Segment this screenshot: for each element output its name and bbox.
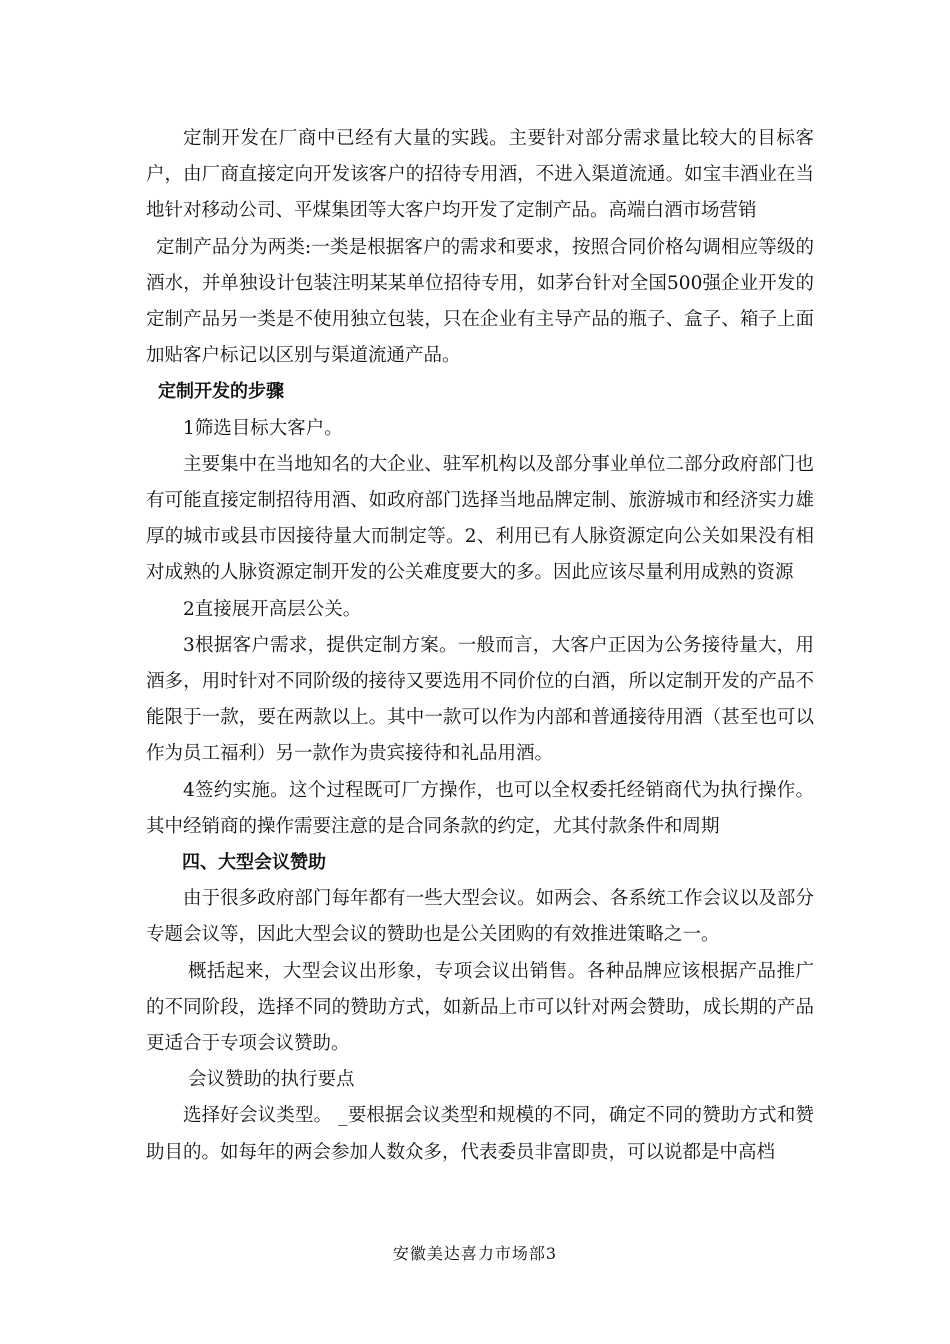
page-footer: 安徽美达喜力市场部3: [392, 1244, 558, 1263]
section-heading-conference-sponsorship: 四、大型会议赞助: [182, 852, 326, 874]
paragraph-step-2: 2直接展开高层公关。: [183, 598, 362, 620]
paragraph-conference-intro: 由于很多政府部门每年都有一些大型会议。如两会、各系统工作会议以及部分专题会议等，因此大型会议的赞助也是公关团购的有效推进策略之一。: [146, 888, 814, 946]
paragraph-choose-conference-type: 选择好会议类型。 _要根据会议类型和规模的不同，确定不同的赞助方式和赞助目的。如每年的两会参加人数众多，代表委员非富即贵，可以说都是中高档: [146, 1105, 814, 1163]
paragraph-conference-summary: 概括起来，大型会议出形象，专项会议出销售。各种品牌应该根据产品推广的不同阶段，选择不同的赞助方式，如新品上市可以针对两会赞助，成长期的产品更适合于专项会议赞助。: [146, 960, 814, 1055]
paragraph-custom-dev-intro: 定制开发在厂商中已经有大量的实践。主要针对部分需求量比较大的目标客户，由厂商直接定向开发该客户的招待专用酒，不进入渠道流通。如宝丰酒业在当地针对移动公司、平煤集团等大客户均开发了定制产品。高端白酒市场营销: [146, 128, 814, 222]
section-heading-custom-dev-steps: 定制开发的步骤: [158, 381, 284, 403]
paragraph-execution-points-title: 会议赞助的执行要点: [188, 1069, 355, 1091]
paragraph-step-3: 3根据客户需求，提供定制方案。一般而言，大客户正因为公务接待量大，用酒多，用时针对不同阶级的接待又要选用不同价位的白酒，所以定制开发的产品不能限于一款，要在两款以上。其中一款可以作为内部和普通接待用酒（甚至也可以作为员工福利）另一款作为贵宾接待和礼品用酒。: [146, 634, 814, 765]
paragraph-step-1: 1筛选目标大客户。: [183, 417, 343, 439]
paragraph-step-1-detail: 主要集中在当地知名的大企业、驻军机构以及部分事业单位二部分政府部门也有可能直接定制招待用酒、如政府部门选择当地品牌定制、旅游城市和经济实力雄厚的城市或县市因接待量大而制定等。2、利用已有人脉资源定向公关如果没有相对成熟的人脉资源定制开发的公关难度要大的多。因此应该尽量利用成熟的资源: [146, 453, 814, 584]
paragraph-custom-product-types: 定制产品分为两类:一类是根据客户的需求和要求，按照合同价格勾调相应等级的酒水，并单独设计包装注明某某单位招待专用，如茅台针对全国500强企业开发的定制产品另一类是不使用独立包装，只在企业有主导产品的瓶子、盒子、箱子上面加贴客户标记以区别与渠道流通产品。: [146, 236, 814, 367]
document-body: [146, 121, 814, 1171]
paragraph-step-4: 4签约实施。这个过程既可厂方操作，也可以全权委托经销商代为执行操作。其中经销商的操作需要注意的是合同条款的约定，尤其付款条件和周期: [146, 779, 814, 837]
